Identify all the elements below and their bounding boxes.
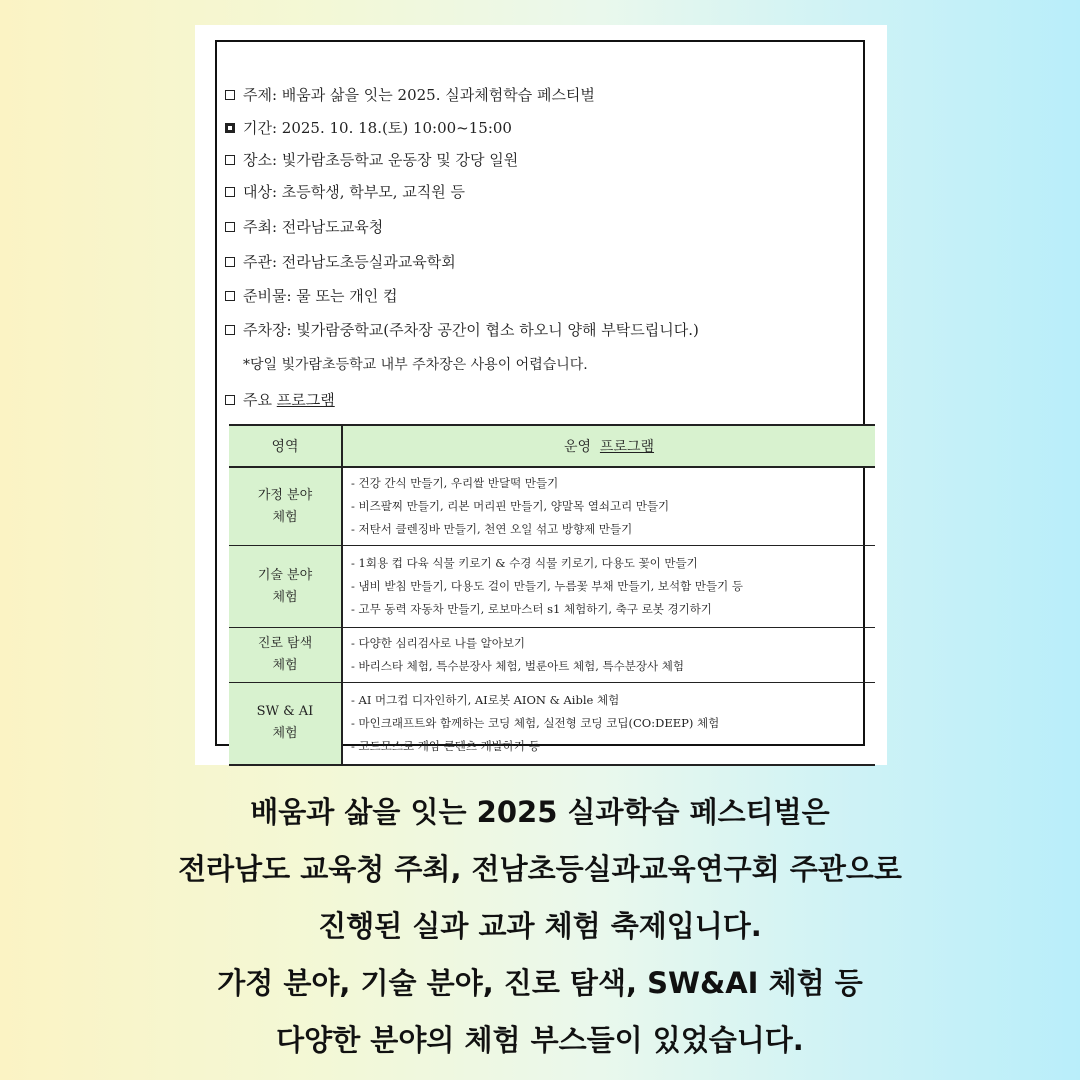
checkbox-icon (225, 395, 235, 405)
header-area: 영역 (229, 425, 342, 467)
area-cell: 진로 탐색 체험 (229, 628, 342, 683)
program-item: - 마인크래프트와 함께하는 코딩 체험, 실전형 코딩 코딥(CO:DEEP) 체험 (351, 715, 720, 730)
checkbox-icon (225, 155, 235, 165)
checkbox-icon (225, 222, 235, 232)
table-row-technology (229, 546, 875, 628)
program-item: - 냄비 받침 만들기, 다용도 걸이 만들기, 누름꽃 부채 만들기, 보석함 만들기 등 (351, 579, 743, 593)
area-cell: 가정 분야 체험 (229, 467, 342, 546)
program-item: - 코드모스로 게임 콘텐츠 개발하기 등 (351, 738, 540, 753)
checkbox-icon (225, 291, 235, 301)
info-supplies: 준비물: 물 또는 개인 컵 (225, 286, 398, 306)
table-row-career (229, 628, 875, 683)
table-header-row (229, 425, 875, 467)
checkbox-icon (225, 90, 235, 100)
info-organizer: 주관: 전라남도초등실과교육학회 (225, 252, 456, 272)
checkbox-icon (225, 187, 235, 197)
table-row-home-economics (229, 467, 875, 546)
program-item: - 고무 동력 자동차 만들기, 로보마스터 s1 체험하기, 축구 로봇 경기하기 (351, 602, 712, 616)
caption-line: 전라남도 교육청 주최, 전남초등실과교육연구회 주관으로 (178, 852, 902, 886)
program-item: - 건강 간식 만들기, 우리쌀 반달떡 만들기 (351, 476, 559, 490)
header-program: 운영 프로그램 (342, 425, 875, 467)
checkbox-icon (225, 325, 235, 335)
items-cell (342, 683, 875, 765)
summary-caption (0, 784, 1080, 1069)
parking-note: *당일 빛가람초등학교 내부 주차장은 사용이 어렵습니다. (243, 357, 588, 373)
program-item: - 바리스타 체험, 특수분장사 체험, 벌룬아트 체험, 특수분장사 체험 (351, 659, 684, 673)
document-frame (215, 40, 865, 753)
caption-line: 가정 분야, 기술 분야, 진로 탐색, SW&AI 체험 등 (217, 966, 863, 1000)
program-item: - 비즈팔찌 만들기, 리본 머리핀 만들기, 양말목 열쇠고리 만들기 (351, 499, 670, 513)
checkbox-icon (225, 257, 235, 267)
info-host: 주최: 전라남도교육청 (225, 217, 383, 237)
info-target: 대상: 초등학생, 학부모, 교직원 등 (225, 182, 465, 202)
program-item: - 다양한 심리검사로 나를 알아보기 (351, 636, 526, 650)
festival-info-document (195, 25, 887, 765)
caption-line: 진행된 실과 교과 체험 축제입니다. (318, 909, 762, 943)
program-item: - AI 머그컵 디자인하기, AI로봇 AION & Aible 체험 (351, 692, 620, 707)
table-row-sw-ai (229, 683, 875, 765)
area-cell: SW & AI 체험 (229, 683, 342, 765)
items-cell (342, 546, 875, 628)
program-item: - 1회용 컵 다육 식물 키로기 & 수경 식물 키로기, 다용도 꽃이 만들기 (351, 556, 698, 570)
program-heading: 주요 프로그램 (225, 390, 335, 410)
checkbox-filled-icon (225, 123, 235, 133)
info-place: 장소: 빛가람초등학교 운동장 및 강당 일원 (225, 150, 518, 170)
caption-line: 배움과 삶을 잇는 2025 실과학습 페스티벌은 (250, 795, 830, 829)
info-topic: 주제: 배움과 삶을 잇는 2025. 실과체험학습 페스티벌 (225, 85, 595, 105)
info-parking: 주차장: 빛가람중학교(주차장 공간이 협소 하오니 양해 부탁드립니다.) (225, 320, 699, 340)
program-item: - 저탄서 클렌징바 만들기, 천연 오일 섞고 방향제 만들기 (351, 522, 633, 536)
items-cell (342, 628, 875, 683)
program-table (229, 424, 875, 766)
area-cell: 기술 분야 체험 (229, 546, 342, 628)
caption-line: 다양한 분야의 체험 부스들이 있었습니다. (276, 1023, 804, 1057)
info-period: 기간: 2025. 10. 18.(토) 10:00~15:00 (225, 118, 512, 138)
items-cell (342, 467, 875, 546)
